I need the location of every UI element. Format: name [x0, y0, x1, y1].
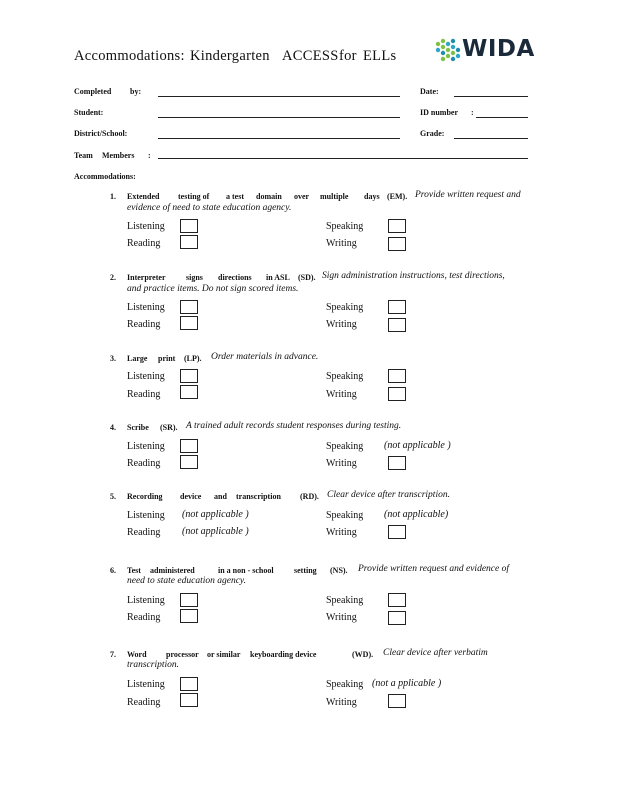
item-title-word: testing of: [178, 192, 210, 201]
listening-label: Listening: [127, 510, 165, 521]
writing-label: Writing: [326, 319, 357, 330]
item-number: 2.: [110, 273, 116, 282]
listening-not-applicable: (not applicable ): [182, 509, 249, 520]
listening-label: Listening: [127, 595, 165, 606]
item-instruction: Clear device after transcription.: [327, 490, 450, 500]
writing-label: Writing: [326, 458, 357, 469]
item-title-word: (NS).: [330, 566, 348, 575]
listening-label: Listening: [127, 441, 165, 452]
writing-checkbox[interactable]: [388, 525, 406, 539]
writing-checkbox[interactable]: [388, 318, 406, 332]
item-title-word: administered: [150, 566, 195, 575]
item-title-word: days: [364, 192, 380, 201]
reading-label: Reading: [127, 697, 161, 708]
reading-label: Reading: [127, 319, 161, 330]
item-title-word: (RD).: [300, 492, 319, 501]
accommodations-label: Accommodations:: [74, 172, 136, 181]
item-title-word: setting: [294, 566, 317, 575]
writing-checkbox[interactable]: [388, 611, 406, 625]
item-title-word: multiple: [320, 192, 349, 201]
listening-label: Listening: [127, 221, 165, 232]
item-title-word: (WD).: [352, 650, 374, 659]
reading-checkbox[interactable]: [180, 455, 198, 469]
listening-checkbox[interactable]: [180, 593, 198, 607]
listening-checkbox[interactable]: [180, 369, 198, 383]
item-number: 6.: [110, 566, 116, 575]
reading-label: Reading: [127, 612, 161, 623]
speaking-checkbox[interactable]: [388, 300, 406, 314]
speaking-label: Speaking: [326, 679, 364, 690]
student-label: Student:: [74, 108, 104, 117]
item-number: 3.: [110, 354, 116, 363]
writing-checkbox[interactable]: [388, 456, 406, 470]
item-title-word: Large: [127, 354, 148, 363]
item-instruction: Sign administration instructions, test directions,: [322, 271, 505, 281]
listening-checkbox[interactable]: [180, 439, 198, 453]
item-title-word: transcription: [236, 492, 281, 501]
team-members-field[interactable]: [158, 158, 528, 159]
district-label: District/School:: [74, 129, 128, 138]
reading-label: Reading: [127, 458, 161, 469]
writing-label: Writing: [326, 697, 357, 708]
item-title-word: Interpreter: [127, 273, 166, 282]
writing-label: Writing: [326, 389, 357, 400]
grade-field[interactable]: [454, 138, 528, 139]
item-title-word: or similar: [207, 650, 241, 659]
reading-not-applicable: (not applicable ): [182, 526, 249, 537]
completed-label: Completed: [74, 87, 112, 96]
writing-label: Writing: [326, 238, 357, 249]
speaking-label: Speaking: [326, 510, 364, 521]
item-title-word: (SR).: [160, 423, 178, 432]
title-access: ACCESS: [282, 48, 339, 64]
id-number-colon: :: [471, 108, 474, 117]
item-title-word: Extended: [127, 192, 160, 201]
speaking-checkbox[interactable]: [388, 593, 406, 607]
item-instruction-line2: and practice items. Do not sign scored items.: [127, 284, 299, 294]
speaking-label: Speaking: [326, 302, 364, 313]
speaking-checkbox[interactable]: [388, 369, 406, 383]
item-instruction: Clear device after verbatim: [383, 648, 488, 658]
item-title-word: processor: [166, 650, 199, 659]
item-instruction: Order materials in advance.: [211, 352, 319, 362]
writing-label: Writing: [326, 527, 357, 538]
team-label: Team: [74, 151, 93, 160]
reading-checkbox[interactable]: [180, 316, 198, 330]
team-colon: :: [148, 151, 151, 160]
listening-label: Listening: [127, 371, 165, 382]
speaking-label: Speaking: [326, 595, 364, 606]
item-title-word: Test: [127, 566, 141, 575]
writing-checkbox[interactable]: [388, 694, 406, 708]
date-field[interactable]: [454, 96, 528, 97]
item-instruction-line2: need to state education agency.: [127, 576, 246, 586]
item-title-word: directions: [218, 273, 252, 282]
item-title-word: over: [294, 192, 310, 201]
reading-checkbox[interactable]: [180, 235, 198, 249]
reading-label: Reading: [127, 527, 161, 538]
speaking-not-applicable: (not applicable ): [384, 440, 451, 451]
completed-by-field[interactable]: [158, 96, 400, 97]
listening-checkbox[interactable]: [180, 677, 198, 691]
writing-checkbox[interactable]: [388, 237, 406, 251]
speaking-checkbox[interactable]: [388, 219, 406, 233]
title-accommodations: Accommodations:: [74, 48, 185, 64]
members-label: Members: [102, 151, 135, 160]
writing-label: Writing: [326, 612, 357, 623]
item-title-word: a test: [226, 192, 244, 201]
item-title-word: (EM).: [387, 192, 408, 201]
reading-checkbox[interactable]: [180, 385, 198, 399]
speaking-label: Speaking: [326, 371, 364, 382]
title-ells: ELLs: [363, 48, 397, 64]
item-title-word: print: [158, 354, 176, 363]
speaking-not-applicable: (not a pplicable ): [372, 678, 442, 689]
grade-label: Grade:: [420, 129, 445, 138]
item-instruction: Provide written request and: [415, 190, 521, 200]
item-title-word: and: [214, 492, 227, 501]
item-number: 4.: [110, 423, 116, 432]
wida-logo-text: WIDA: [462, 36, 535, 62]
reading-checkbox[interactable]: [180, 693, 198, 707]
item-title-word: domain: [256, 192, 282, 201]
writing-checkbox[interactable]: [388, 387, 406, 401]
date-label: Date:: [420, 87, 439, 96]
reading-label: Reading: [127, 238, 161, 249]
item-instruction: Provide written request and evidence of: [358, 564, 509, 574]
item-title-word: (SD).: [298, 273, 316, 282]
item-number: 1.: [110, 192, 116, 201]
item-title-word: (LP).: [184, 354, 202, 363]
listening-label: Listening: [127, 302, 165, 313]
reading-checkbox[interactable]: [180, 609, 198, 623]
item-title-word: keyboarding device: [250, 650, 317, 659]
speaking-label: Speaking: [326, 441, 364, 452]
item-instruction: A trained adult records student responses during testing.: [186, 421, 402, 431]
completed-by-label: by:: [130, 87, 142, 96]
item-title-word: in ASL: [266, 273, 290, 282]
item-title-word: Word: [127, 650, 147, 659]
item-number: 5.: [110, 492, 116, 501]
district-field[interactable]: [158, 138, 400, 139]
listening-checkbox[interactable]: [180, 300, 198, 314]
item-title-word: Scribe: [127, 423, 149, 432]
id-number-label: ID number: [420, 108, 459, 117]
item-title-word: signs: [186, 273, 203, 282]
listening-label: Listening: [127, 679, 165, 690]
reading-label: Reading: [127, 389, 161, 400]
item-instruction-line2: transcription.: [127, 660, 179, 670]
title-kindergarten: Kindergarten: [190, 48, 270, 64]
item-title-word: device: [180, 492, 202, 501]
item-instruction-line2: evidence of need to state education agency.: [127, 203, 292, 213]
listening-checkbox[interactable]: [180, 219, 198, 233]
title-for: for: [339, 48, 357, 64]
student-field[interactable]: [158, 117, 400, 118]
item-title-word: Recording: [127, 492, 163, 501]
item-title-word: in a non - school: [218, 566, 274, 575]
speaking-not-applicable: (not applicable): [384, 509, 449, 520]
speaking-label: Speaking: [326, 221, 364, 232]
id-number-field[interactable]: [476, 117, 528, 118]
item-number: 7.: [110, 650, 116, 659]
